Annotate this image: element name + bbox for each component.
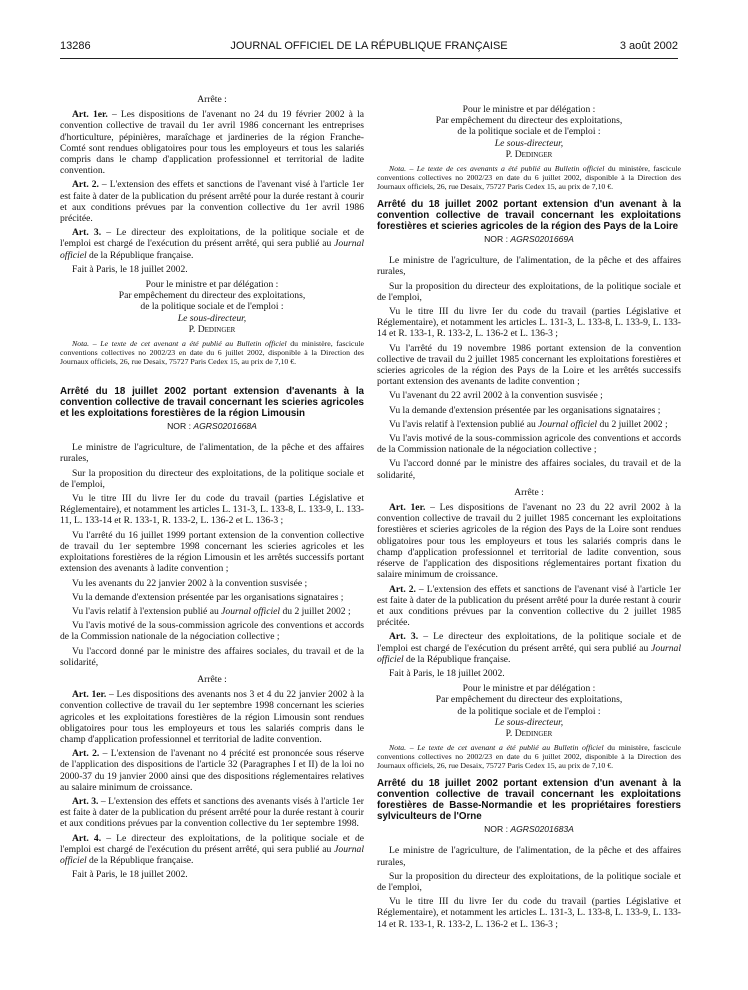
decree-title-limousin: Arrêté du 18 juillet 2002 portant extension d'avenants à la convention collective de travail concernant les scieries agricoles et les exploitations forestières de la région Limousin xyxy=(60,386,364,420)
paragraph: Vu l'avis motivé de la sous-commission agricole des conventions et accords de la Commission nationale de la négociation collective ; xyxy=(60,620,364,643)
paragraph: Vu l'avis relatif à l'extension publié au Journal officiel du 2 juillet 2002 ; xyxy=(389,418,668,430)
paragraph: Vu l'arrêté du 19 novembre 1986 portant extension de la convention collective de travail du 2 juillet 1985 concernant les exploitations forestières et scieries agricoles de la région des Pays de la Loire et les arrêtés successifs portant extension des avenants de ladite convention ; xyxy=(377,342,681,388)
paragraph: Sur la proposition du directeur des exploitations, de la politique sociale et de l'emploi, xyxy=(377,280,681,303)
paragraph: Vu l'avis relatif à l'extension publié au Journal officiel du 2 juillet 2002 ; xyxy=(72,605,351,617)
decree-title-pays-de-la-loire: Arrêté du 18 juillet 2002 portant extension d'un avenant à la convention collective de travail concernant les exploitations forestières et scieries agricoles de la région des Pays de la Loire xyxy=(377,199,681,233)
decree-title-basse-normandie: Arrêté du 18 juillet 2002 portant extension d'un avenant à la convention collective de travail concernant les exploitations forestières de Basse-Normandie et les propriétaires forestiers sylviculteurs de l'Orne xyxy=(377,778,681,823)
article-3: Art. 3. – Le directeur des exploitations, de la politique sociale et de l'emploi est chargé de l'exécution du présent arrêté, qui sera publié au Journal officiel de la République française. xyxy=(377,631,681,665)
paragraph: Vu la demande d'extension présentée par les organisations signataires ; xyxy=(72,591,344,603)
nor-code: NOR : AGRS0201683A xyxy=(484,824,574,835)
issue-date: 3 août 2002 xyxy=(619,40,678,52)
article-2: Art. 2. – L'extension des effets et sanctions de l'avenant visé à l'article 1er est faite à dater de la publication du présent arrêté pour la durée restant à courir et aux conditions prévues par la convention collective du 1er avril 1986 précitée. xyxy=(60,179,364,225)
paragraph: Vu l'accord donné par le ministre des affaires sociales, du travail et de la solidarité, xyxy=(377,458,681,481)
journal-title: JOURNAL OFFICIEL DE LA RÉPUBLIQUE FRANÇAISE xyxy=(230,40,508,52)
nor-code: NOR : AGRS0201669A xyxy=(484,234,574,245)
paragraph: Vu le titre III du livre Ier du code du travail (parties Législative et Réglementaire), et notamment les articles L. 131-3, L. 133-8, L. 133-9, L. 133-11, L. 133-14 et R. 133-1, R. 133-2, L. 136-2 et L. 136-3 ; xyxy=(60,493,364,527)
article-2: Art. 2. – L'extension des effets et sanctions de l'avenant visé à l'article 1er est faite à dater de la publication du présent arrêté pour la durée restant à courir et aux conditions prévues par la convention collective du 2 juillet 1985 précitée. xyxy=(377,583,681,629)
paragraph: Vu l'arrêté du 16 juillet 1999 portant extension de la convention collective de travail du 1er septembre 1998 concernant les scieries agricoles et les exploitations forestières de la région Limousin et les arrêtés successifs portant extension des avenants à ladite convention ; xyxy=(60,529,364,575)
article-1: Art. 1er. – Les dispositions de l'avenant no 24 du 19 février 2002 à la convention collective de travail du 1er avril 1986 concernant les entreprises d'horticulture, pépinières, maraîchage et jardineries de la région Franche-Comté sont rendues obligatoires pour tous les employeurs et tous les salariés compris dans le champ d'application professionnel et territorial de ladite convention. xyxy=(60,109,364,177)
arrete-heading: Arrête : xyxy=(514,486,544,498)
header-rule xyxy=(60,58,678,59)
arrete-heading: Arrête : xyxy=(197,673,227,685)
paragraph: Vu l'accord donné par le ministre des affaires sociales, du travail et de la solidarité, xyxy=(60,645,364,668)
article-4: Art. 4. – Le directeur des exploitations, de la politique sociale et de l'emploi est chargé de l'exécution du présent arrêté, qui sera publié au Journal officiel de la République française. xyxy=(60,832,364,866)
nota: Nota. – Le texte de cet avenant a été publié au Bulletin officiel du ministère, fascicule conventions collectives no 2002/23 en date du 6 juillet 2002, disponible à la Direction des Journaux officiels, 26, rue Desaix, 75727 Paris Cedex 15, au prix de 7,10 €. xyxy=(377,743,681,771)
paragraph: Le ministre de l'agriculture, de l'alimentation, de la pêche et des affaires rurales, xyxy=(60,442,364,465)
paragraph: Vu le titre III du livre Ier du code du travail (parties Législative et Réglementaire), et notamment les articles L. 131-3, L. 133-8, L. 133-9, L. 133-14 et R. 133-1, R. 133-2, L. 136-2 et L. 136-3 ; xyxy=(377,306,681,340)
left-column xyxy=(60,94,364,884)
paragraph: Vu les avenants du 22 janvier 2002 à la convention susvisée ; xyxy=(72,577,308,589)
article-1: Art. 1er. – Les dispositions des avenants nos 3 et 4 du 22 janvier 2002 à la convention collective de travail du 1er septembre 1998 concernant les scieries agricoles et les exploitations forestières de la région Limousin sont rendues obligatoires pour tous les employeurs et tous les salariés compris dans le champ d'application professionnel et territorial de ladite convention. xyxy=(60,689,364,745)
nota: Nota. – Le texte de cet avenant a été publié au Bulletin officiel du ministère, fascicule conventions collectives no 2002/23 en date du 6 juillet 2002, disponible à la Direction des Journaux officiels, 26, rue Desaix, 75727 Paris Cedex 15, au prix de 7,10 €. xyxy=(60,339,364,367)
right-column xyxy=(377,104,681,933)
paragraph: Sur la proposition du directeur des exploitations, de la politique sociale et de l'emploi, xyxy=(377,870,681,893)
signature-block: Pour le ministre et par délégation : Par empêchement du directeur des exploitations, de la politique sociale et de l'emploi : Le sous-directeur, P. Dedinger xyxy=(435,683,623,739)
fait-a-paris: Fait à Paris, le 18 juillet 2002. xyxy=(389,667,505,679)
nor-code: NOR : AGRS0201668A xyxy=(167,421,257,432)
arrete-heading: Arrête : xyxy=(197,94,227,105)
nota: Nota. – Le texte de ces avenants a été publié au Bulletin officiel du ministère, fascicule conventions collectives no 2002/23 en date du 6 juillet 2002, disponible à la Direction des Journaux officiels, 26, rue Desaix, 75727 Paris Cedex 15, au prix de 7,10 €. xyxy=(377,164,682,192)
fait-a-paris: Fait à Paris, le 18 juillet 2002. xyxy=(72,869,188,881)
signature-block: Pour le ministre et par délégation : Par empêchement du directeur des exploitations, de la politique sociale et de l'emploi : Le sous-directeur, P. Dedinger xyxy=(435,104,623,160)
page-number: 13286 xyxy=(60,40,91,52)
paragraph: Le ministre de l'agriculture, de l'alimentation, de la pêche et des affaires rurales, xyxy=(377,845,681,868)
signature-block: Pour le ministre et par délégation : Par empêchement du directeur des exploitations, de la politique sociale et de l'emploi : Le sous-directeur, P. Dedinger xyxy=(118,279,306,335)
paragraph: Vu le titre III du livre Ier du code du travail (parties Législative et Réglementaire), et notamment les articles L. 131-3, L. 133-8, L. 133-9, L. 133-14 et R. 133-1, R. 133-2, L. 136-2 et L. 136-3 ; xyxy=(377,896,681,930)
page-header xyxy=(60,40,678,56)
article-1: Art. 1er. – Les dispositions de l'avenant no 23 du 22 avril 2002 à la convention collective de travail du 2 juillet 1985 concernant les exploitations forestières et scieries agricoles de la région des Pays de la Loire sont rendues obligatoires pour tous les employeurs et tous les salariés compris dans le champ d'application professionnel et territorial de ladite convention, sous réserve de l'application des dispositions réglementaires portant fixation du salaire minimum de croissance. xyxy=(377,502,682,581)
paragraph: Le ministre de l'agriculture, de l'alimentation, de la pêche et des affaires rurales, xyxy=(377,255,681,278)
paragraph: Sur la proposition du directeur des exploitations, de la politique sociale et de l'emploi, xyxy=(60,467,364,490)
article-3: Art. 3. – L'extension des effets et sanctions des avenants visés à l'article 1er est faite à dater de la publication du présent arrêté pour la durée restant à courir et aux conditions prévues par la convention collective du 1er septembre 1998. xyxy=(60,795,364,830)
paragraph: Vu la demande d'extension présentée par les organisations signataires ; xyxy=(389,404,661,416)
fait-a-paris: Fait à Paris, le 18 juillet 2002. xyxy=(72,263,188,275)
paragraph: Vu l'avenant du 22 avril 2002 à la convention susvisée ; xyxy=(389,390,603,402)
paragraph: Vu l'avis motivé de la sous-commission agricole des conventions et accords de la Commission nationale de la négociation collective ; xyxy=(377,433,681,456)
article-2: Art. 2. – L'extension de l'avenant no 4 précité est prononcée sous réserve de l'application des dispositions de l'article 32 (Paragraphes I et II) de la loi no 2000-37 du 19 janvier 2000 ainsi que des dispositions réglementaires relatives au salaire minimum de croissance. xyxy=(60,748,365,793)
article-3: Art. 3. – Le directeur des exploitations, de la politique sociale et de l'emploi est chargé de l'exécution du présent arrêté, qui sera publié au Journal officiel de la République française. xyxy=(60,227,364,261)
